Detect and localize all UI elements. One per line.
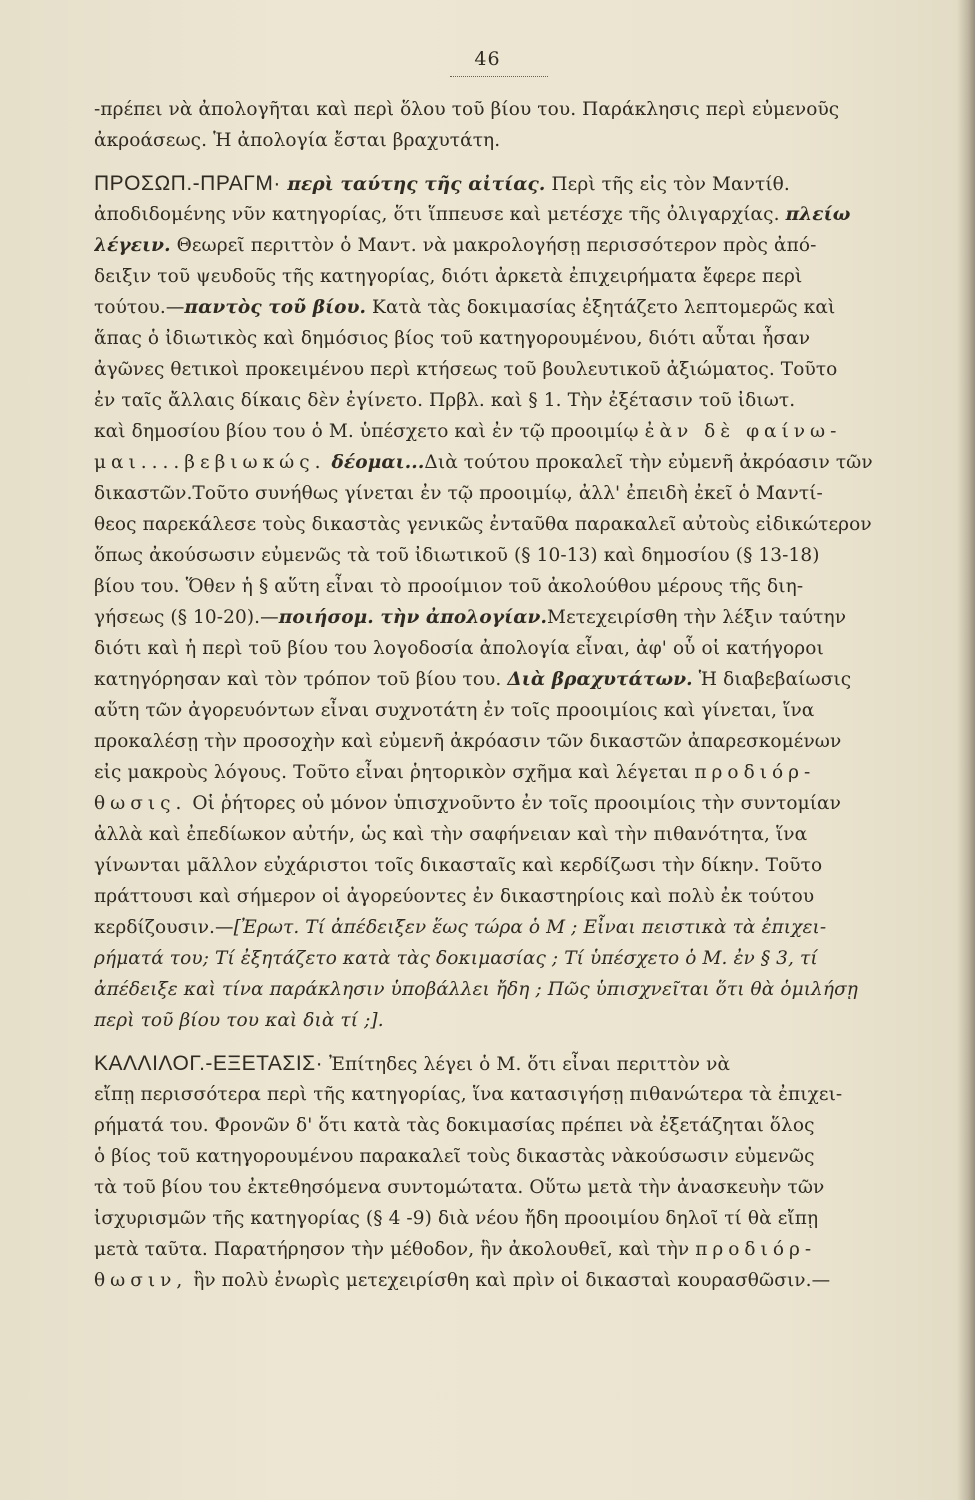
text-segment: πράττουσι καὶ σήμερον οἱ ἀγορεύοντες ἐν δικαστηρίοις καὶ πολὺ ἐκ τούτου [94,886,815,907]
text-line [94,881,924,912]
text-line [94,416,924,447]
text-segment: καὶ δημοσίου βίου του ὁ Μ. ὑπέσχετο καὶ ἐν τῷ προοιμίῳ [94,421,645,442]
text-segment: διότι καὶ ἡ περὶ τοῦ βίου του λογοδοσία ἀπολογία εἶναι, ἀφ' οὗ οἱ κατήγοροι [94,638,824,659]
paragraph [94,94,924,156]
text-segment: κατηγόρησαν καὶ τὸν τρόπον τοῦ βίου του. [94,669,508,690]
page-number: 46 [474,48,501,70]
section-heading: ΠΡΟΣΩΠ.-ΠΡΑΓΜ· [94,172,281,195]
text-segment: προδιόρ- [694,762,816,783]
text-segment: γήσεως (§ 10-20).— [94,607,279,628]
text-line [94,1234,924,1265]
commentary-text [94,94,924,1296]
text-segment: εἴπῃ περισσότερα περὶ τῆς κατηγορίας, ἵνα κατασιγήσῃ πιθανώτερα τὰ ἐπιχει- [94,1084,843,1105]
text-segment: περὶ ταύτης τῆς αἰτίας. [280,174,546,195]
text-line [94,125,924,156]
section-heading: ΚΑΛΛΙΛΟΓ.-ΕΞΕΤΑΣΙΣ· [94,1052,324,1075]
text-line [94,571,924,602]
text-segment: μετὰ ταῦτα. Παρατήρησον τὴν μέθοδον, ἣν ἀκολουθεῖ, καὶ τὴν [94,1239,696,1260]
text-segment: -πρέπει νὰ ἀπολογῆται καὶ περὶ ὅλου τοῦ βίου του. Παράκλησις περὶ εὐμενοῦς [94,99,840,120]
text-segment: Μετεχειρίσθη τὴν λέξιν ταύτην [547,607,847,628]
text-segment: πλείω [785,204,851,225]
text-line [94,602,924,633]
text-segment: ἀκροάσεως. Ἡ ἀπολογία ἔσται βραχυτάτη. [94,130,501,151]
text-line [94,385,924,416]
text-segment: περὶ τοῦ βίου του καὶ διὰ τί ;]. [94,1010,384,1031]
text-line [94,1048,924,1079]
text-line [94,540,924,571]
text-line [94,1172,924,1203]
text-segment: θωσις. [94,793,187,814]
text-segment: εἰς μακροὺς λόγους. Τοῦτο εἶναι ῥητορικὸν σχῆμα καὶ λέγεται [94,762,695,783]
text-segment: τὰ τοῦ βίου του ἐκτεθησόμενα συντομώτατα. Οὕτω μετὰ τὴν ἀνασκευὴν τῶν [94,1177,825,1198]
text-line [94,819,924,850]
text-segment: ρήματά του. Φρονῶν δ' ὅτι κατὰ τὰς δοκιμασίας πρέπει νὰ ἐξετάζηται ὅλος [94,1115,815,1136]
text-segment: προδιόρ- [695,1239,817,1260]
text-line [94,788,924,819]
paragraph [94,168,924,1036]
text-line [94,230,924,261]
text-line [94,1141,924,1172]
text-line [94,447,924,478]
text-line [94,509,924,540]
text-segment: προκαλέσῃ τὴν προσοχὴν καὶ εὐμενῆ ἀκρόασιν τῶν δικαστῶν ἀπαρεσκομένων [94,731,842,752]
text-line [94,850,924,881]
text-line [94,1079,924,1110]
text-segment: Οἱ ῥήτορες οὐ μόνον ὑπισχνοῦντο ἐν τοῖς προοιμίοις τὴν συντομίαν [186,793,841,814]
text-segment: Ἡ διαβεβαίωσις [692,669,852,690]
text-segment: θωσιν, [94,1270,188,1291]
text-segment: ρήματά του; Τί ἐξητάζετο κατὰ τὰς δοκιμασίας ; Τί ὑπέσχετο ὁ Μ. ἐν § 3, τί [94,948,818,969]
text-segment: ποιήσομ. τὴν ἀπολογίαν. [278,607,548,628]
text-line [94,1110,924,1141]
page-edge-shadow [957,0,975,1500]
paragraph-gap [94,156,924,168]
text-line [94,1203,924,1234]
text-segment: γίνωνται μᾶλλον εὐχάριστοι τοῖς δικασταῖς καὶ κερδίζωσι τὴν δίκην. Τοῦτο [94,855,823,876]
text-line [94,912,924,943]
text-line [94,323,924,354]
text-segment: Διὰ τούτου προκαλεῖ τὴν εὐμενῆ ἀκρόασιν τῶν [424,452,873,473]
text-line [94,726,924,757]
text-segment: παντὸς τοῦ βίου. [184,297,367,318]
text-line [94,261,924,292]
text-line [94,1265,924,1296]
text-segment: ἀλλὰ καὶ ἐπεδίωκον αὐτήν, ὡς καὶ τὴν σαφήνειαν καὶ τὴν πιθανότητα, ἵνα [94,824,808,845]
text-segment: τούτου.— [94,297,185,318]
text-line [94,354,924,385]
text-segment: ὁ βίος τοῦ κατηγορουμένου παρακαλεῖ τοὺς δικαστὰς νὰκούσωσιν εὐμενῶς [94,1146,815,1167]
text-line [94,478,924,509]
paragraph-gap [94,1036,924,1048]
text-segment: ὅπως ἀκούσωσιν εὐμενῶς τὰ τοῦ ἰδιωτικοῦ (§ 10-13) καὶ δημοσίου (§ 13-18) [94,545,820,566]
text-segment: ἅπας ὁ ἰδιωτικὸς καὶ δημόσιος βίος τοῦ κατηγορουμένου, διότι αὗται ἦσαν [94,328,811,349]
text-segment: δειξιν τοῦ ψευδοῦς τῆς κατηγορίας, διότι ἀρκετὰ ἐπιχειρήματα ἔφερε περὶ [94,266,803,287]
text-segment: ἀποδιδομένης νῦν κατηγορίας, ὅτι ἵππευσε καὶ μετέσχε τῆς ὀλιγαρχίας. [94,204,786,225]
text-line [94,633,924,664]
text-segment: ἀπέδειξε καὶ τίνα παράκλησιν ὑποβάλλει ἤδη ; Πῶς ὑπισχνεῖται ὅτι θὰ ὁμιλήσῃ [94,979,858,1000]
text-segment: θεος παρεκάλεσε τοὺς δικαστὰς γενικῶς ἐνταῦθα παρακαλεῖ αὐτοὺς εἰδικώτερον [94,514,872,535]
page-number-rule [450,76,548,77]
text-segment: [Ἐρωτ. Τί ἀπέδειξεν ἕως τώρα ὁ Μ ; Εἶναι πειστικὰ τὰ ἐπιχει- [233,917,827,938]
text-segment: λέγειν. [94,235,171,256]
text-segment: Κατὰ τὰς δοκιμασίας ἐξητάζετο λεπτομερῶς καὶ [366,297,836,318]
text-segment: αὕτη τῶν ἀγορευόντων εἶναι συχνοτάτη ἐν τοῖς προοιμίοις καὶ γίνεται, ἵνα [94,700,815,721]
text-segment: ἣν πολὺ ἐνωρὶς μετεχειρίσθη καὶ πρὶν οἱ δικασταὶ κουρασθῶσιν.— [187,1270,831,1291]
text-segment: Θεωρεῖ περιττὸν ὁ Μαντ. νὰ μακρολογήσῃ περισσότερον πρὸς ἀπό- [170,235,817,256]
paragraph [94,1048,924,1296]
text-segment: μαι....βεβιωκώς. [94,452,326,473]
text-segment: ἐν ταῖς ἄλλαις δίκαις δὲν ἐγίνετο. Πρβλ. καὶ § 1. Τὴν ἐξέτασιν τοῦ ἰδιωτ. [94,390,796,411]
text-segment: ἀγῶνες θετικοὶ προκειμένου περὶ κτήσεως τοῦ βουλευτικοῦ ἀξιώματος. Τοῦτο [94,359,838,380]
text-line [94,199,924,230]
text-line [94,1005,924,1036]
text-line [94,943,924,974]
text-segment: Ἐπίτηδες λέγει ὁ Μ. ὅτι εἶναι περιττὸν νὰ [323,1054,731,1075]
text-segment: δικαστῶν.Τοῦτο συνήθως γίνεται ἐν τῷ προοιμίῳ, ἀλλ' ἐπειδὴ ἐκεῖ ὁ Μαντί- [94,483,823,504]
text-line [94,292,924,323]
text-line [94,664,924,695]
text-segment: ἰσχυρισμῶν τῆς κατηγορίας (§ 4 -9) διὰ νέου ἤδη προοιμίου δηλοῖ τί θὰ εἴπῃ [94,1208,819,1229]
text-segment: κερδίζουσιν.— [94,917,234,938]
text-segment: Διὰ βραχυτάτων. [507,669,693,690]
text-line [94,757,924,788]
text-line [94,695,924,726]
text-line [94,168,924,199]
text-line [94,94,924,125]
text-segment: Περὶ τῆς εἰς τὸν Μαντίθ. [545,174,790,195]
text-segment: βίου του. Ὅθεν ἡ § αὕτη εἶναι τὸ προοίμιον τοῦ ἀκολούθου μέρους τῆς διη- [94,576,804,597]
text-segment: δέομαι... [331,452,425,473]
text-line [94,974,924,1005]
text-segment: ἐὰν δὲ φαίνω- [644,421,842,442]
